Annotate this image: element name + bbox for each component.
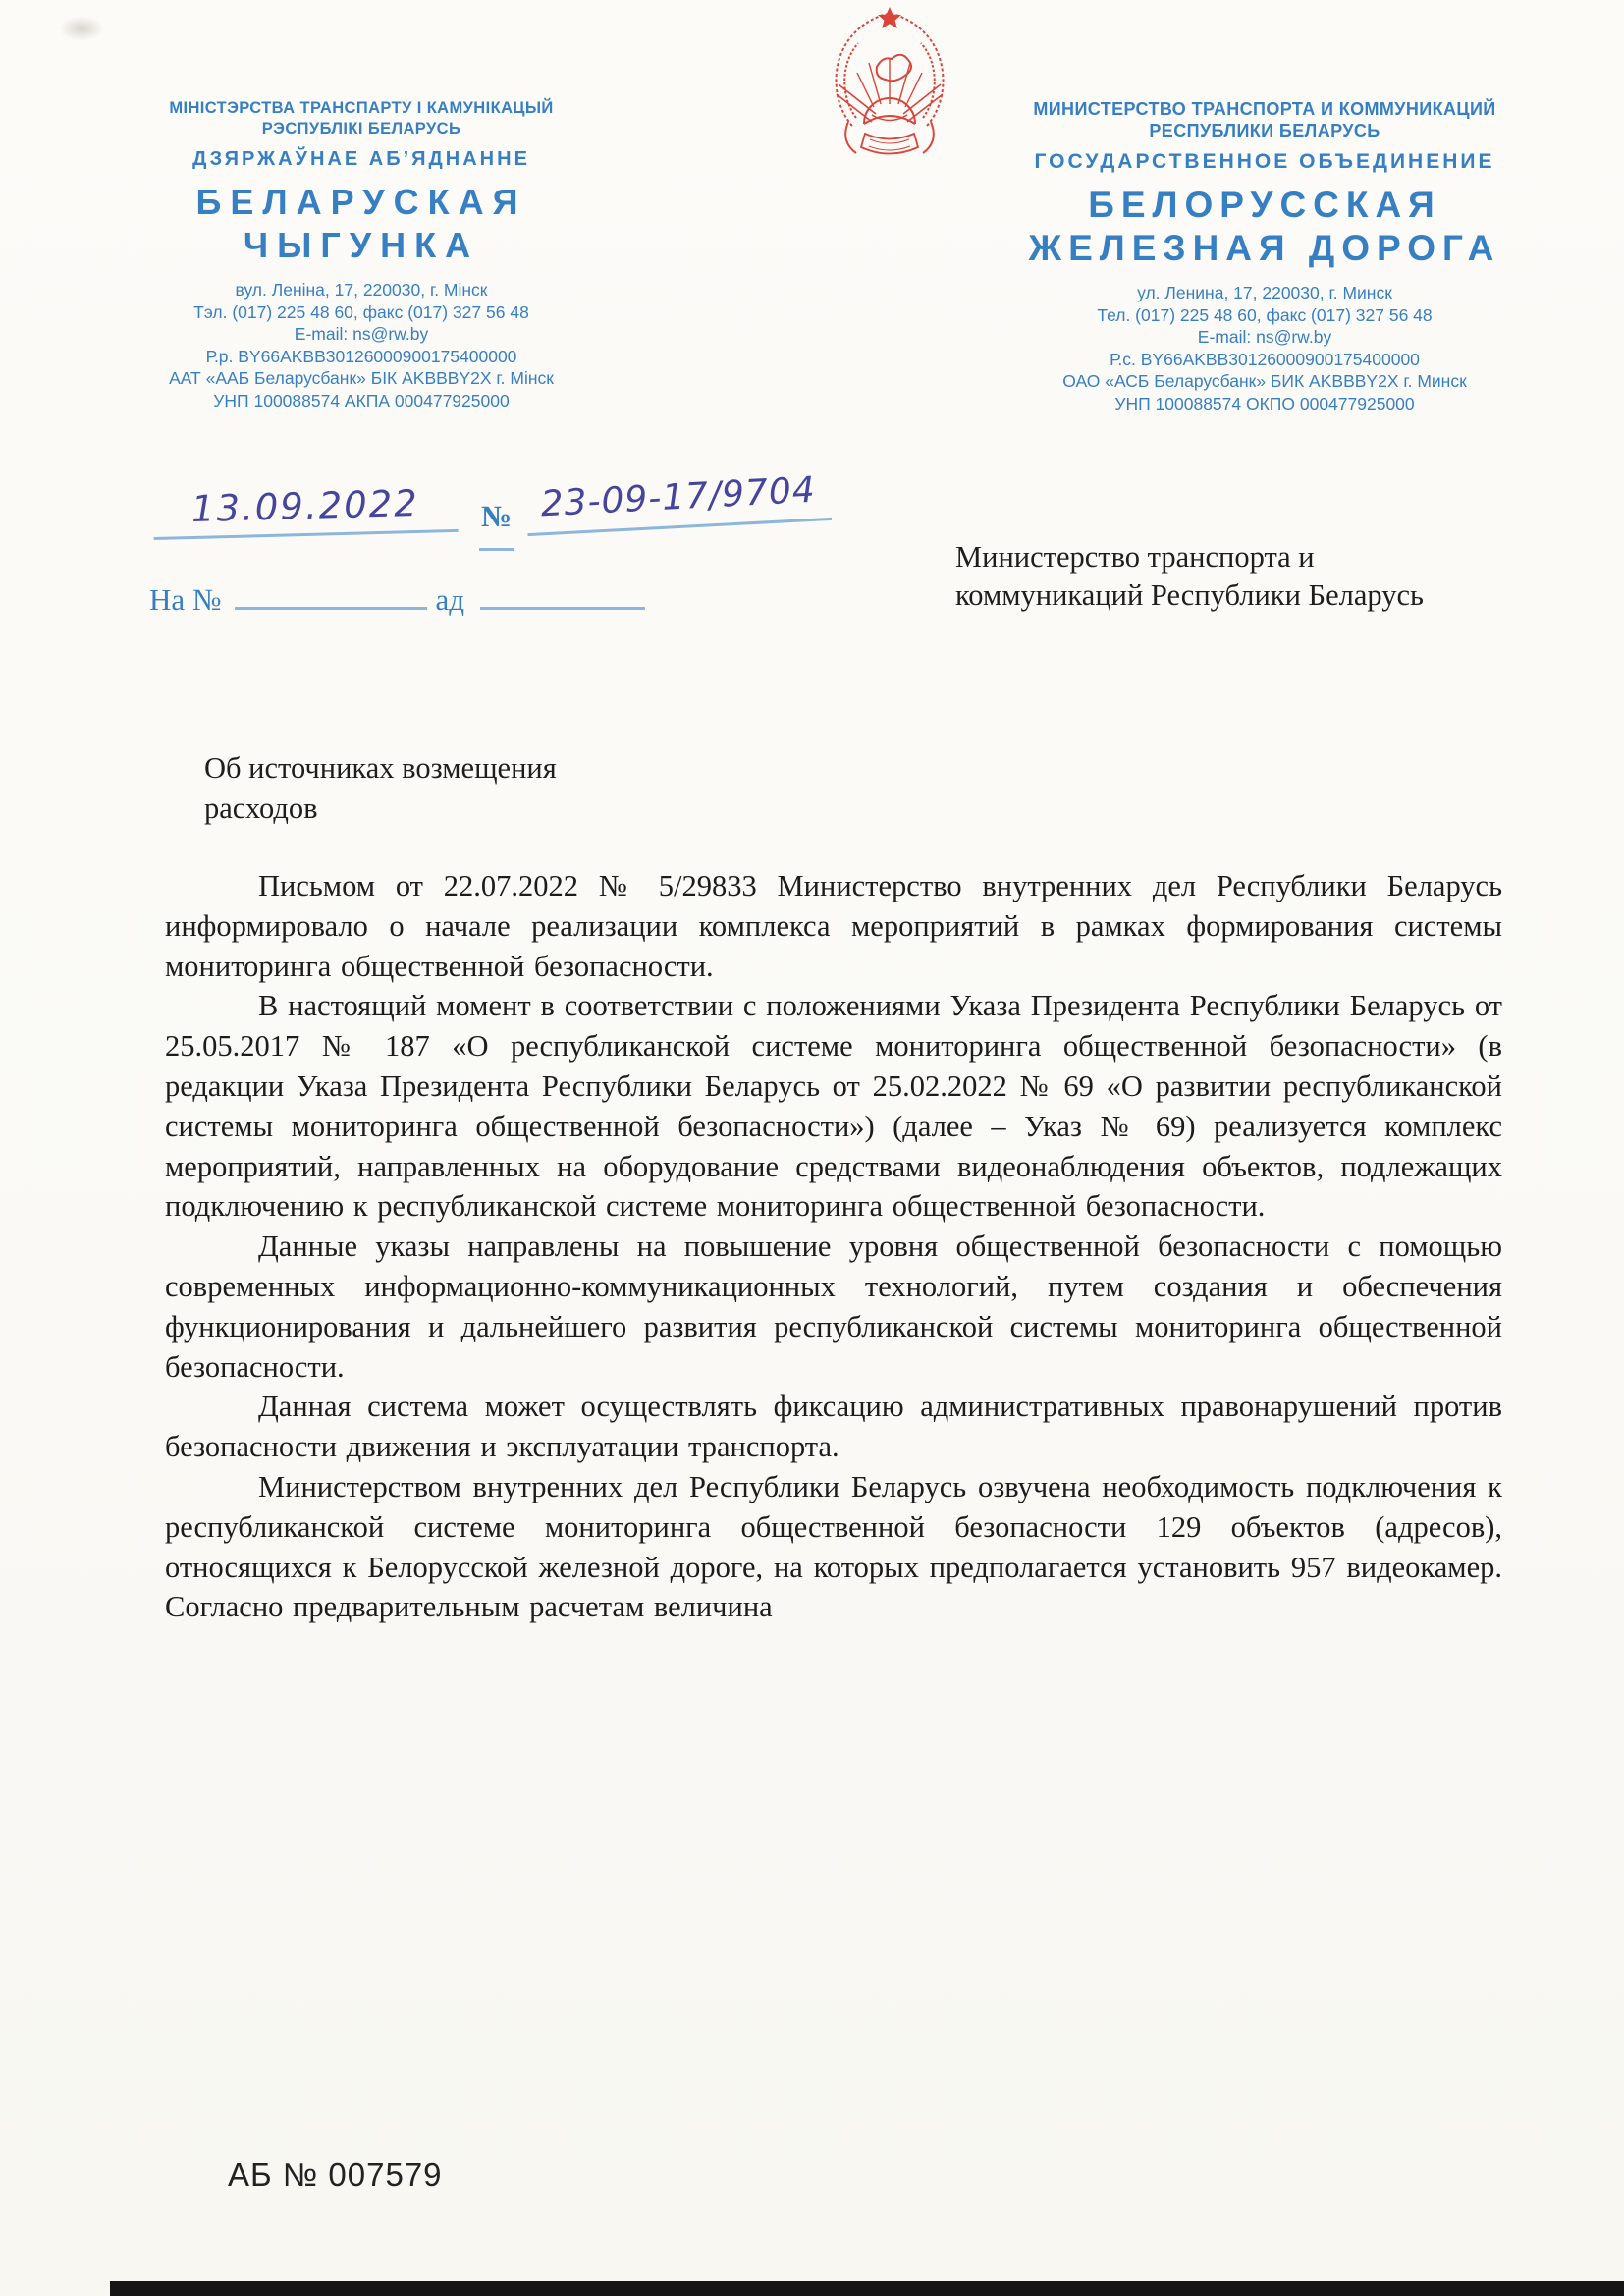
- reply-number-label: На №: [149, 582, 222, 617]
- email-by: E-mail: ns@rw.by: [294, 324, 429, 344]
- body-paragraph: В настоящий момент в соответствии с положениями Указа Президента Республики Беларусь от 25.05.2017 № 187 «О республиканской системе мониторинга общественной безопасности» (в редакции Указа Президента Республики Беларусь от 25.02.2022 № 69 «О развитии республиканской системы мониторинга общественной безопасности») (далее – Указ № 69) реализуется комплекс мероприятий, направленных на оборудование средствами видеонаблюдения объектов, подлежащих подключению к республиканской системе мониторинга общественной безопасности.: [165, 989, 1502, 1224]
- letterhead-left: [126, 98, 597, 411]
- coat-of-arms-belarus-icon: [821, 6, 958, 161]
- phone-ru: Тел. (017) 225 48 60, факс (017) 327 56 48: [1097, 304, 1433, 325]
- email-ru: E-mail: ns@rw.by: [1197, 327, 1332, 347]
- number-sign: №: [479, 499, 514, 551]
- body-paragraph: Данные указы направлены на повышение уровня общественной безопасности с помощью современных информационно-коммуникационных технологий, путем создания и обеспечения функционирования и дальнейшего развития республиканской системы мониторинга общественной безопасности.: [165, 1230, 1502, 1384]
- org-name-by-line1: БЕЛАРУСКАЯ: [195, 182, 527, 222]
- bank-ru: ОАО «АСБ Беларусбанк» БИК AKBBBY2X г. Минск: [1062, 371, 1467, 391]
- association-name-by: ДЗЯРЖАЎНАЕ АБ’ЯДНАННЕ: [192, 148, 530, 170]
- handwritten-date: 13.09.2022: [152, 481, 458, 540]
- recipient-address: Министерство транспорта и коммуникаций Республики Беларусь: [955, 540, 1424, 612]
- association-name-ru: ГОСУДАРСТВЕННОЕ ОБЪЕДИНЕНИЕ: [1034, 150, 1495, 173]
- reply-number-blank-line: [235, 577, 427, 610]
- handwritten-outgoing-number: 23-09-17/9704: [525, 469, 832, 536]
- country-name-ru: РЕСПУБЛИКИ БЕЛАРУСЬ: [1149, 121, 1380, 140]
- bank-by: ААТ «ААБ Беларусбанк» БІК AKBBBY2X г. Мінск: [169, 368, 554, 388]
- body-paragraph: Министерством внутренних дел Республики Беларусь озвучена необходимость подключения к республиканской системе мониторинга общественной безопасности 129 объектов (адресов), относящихся к Белорусской железной дороге, на которых предполагается установить 957 видеокамер. Согласно предварительным расчетам величина: [165, 1469, 1502, 1624]
- org-name-ru-line1: БЕЛОРУССКАЯ: [1088, 185, 1441, 225]
- contacts-ru: [1009, 282, 1520, 414]
- body-paragraph: Письмом от 22.07.2022 № 5/29833 Министерство внутренних дел Республики Беларусь информировало о начале реализации комплекса мероприятий в рамках формирования системы мониторинга общественной безопасности.: [165, 869, 1502, 983]
- scan-smudge: [59, 16, 104, 41]
- ministry-name-by: МІНІСТЭРСТВА ТРАНСПАРТУ І КАМУНІКАЦЫЙ: [169, 99, 554, 117]
- address-ru: ул. Ленина, 17, 220030, г. Минск: [1137, 283, 1392, 302]
- address-by: вул. Леніна, 17, 220030, г. Мінск: [235, 280, 488, 300]
- ids-by: УНП 100088574 АКПА 000477925000: [213, 390, 510, 410]
- reply-reference-line: [149, 577, 895, 618]
- body-paragraph: Данная система может осуществлять фиксацию административных правонарушений против безопасности движения и эксплуатации транспорта.: [165, 1390, 1502, 1464]
- subject-line: Об источниках возмещения расходов: [204, 751, 557, 825]
- country-name-by: РЭСПУБЛІКІ БЕЛАРУСЬ: [261, 120, 461, 137]
- ids-ru: УНП 100088574 ОКПО 000477925000: [1114, 393, 1415, 413]
- reply-date-blank-line: [480, 577, 645, 610]
- reply-date-label: ад: [435, 582, 465, 617]
- account-ru: Р.с. BY66AKBB30126000900175400000: [1110, 349, 1420, 369]
- phone-by: Тэл. (017) 225 48 60, факс (017) 327 56 48: [193, 301, 529, 322]
- org-name-by-line2: ЧЫГУНКА: [243, 225, 480, 265]
- ministry-name-ru: МИНИСТЕРСТВО ТРАНСПОРТА И КОММУНИКАЦИЙ: [1033, 99, 1496, 119]
- letterhead-right: [1009, 98, 1520, 414]
- org-name-ru-line2: ЖЕЛЕЗНАЯ ДОРОГА: [1028, 228, 1501, 268]
- letter-body: [165, 866, 1502, 1627]
- account-by: Р.р. BY66AKBB30126000900175400000: [205, 346, 517, 366]
- blank-form-number: АБ № 007579: [228, 2157, 443, 2193]
- scan-edge-artifact: [110, 2281, 1624, 2296]
- outgoing-reference-line: [149, 469, 895, 552]
- reference-block: [149, 469, 895, 618]
- contacts-by: [126, 279, 597, 411]
